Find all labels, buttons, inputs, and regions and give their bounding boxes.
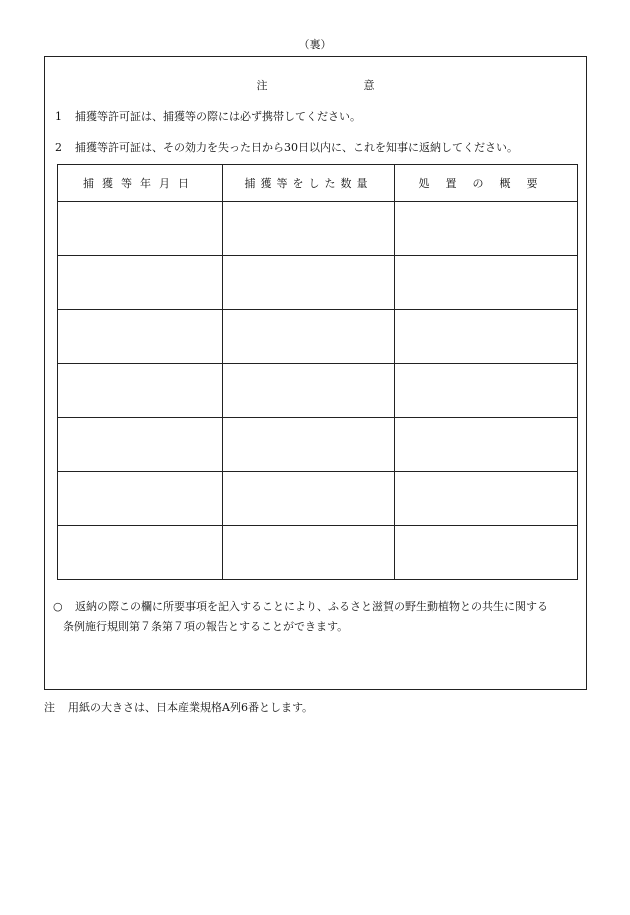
note-text: 用紙の大きさは、日本産業規格A列6番とします。 — [68, 701, 314, 714]
cell-capture-date[interactable] — [58, 364, 223, 418]
cell-capture-date[interactable] — [58, 418, 223, 472]
notice-heading-left: 注 — [256, 79, 268, 92]
circle-mark: ○ — [53, 600, 63, 613]
table-row — [58, 310, 578, 364]
table-row — [58, 418, 578, 472]
cell-capture-quantity[interactable] — [223, 418, 395, 472]
return-remark — [53, 597, 581, 637]
form-frame — [44, 56, 587, 690]
table-row — [58, 202, 578, 256]
cell-capture-quantity[interactable] — [223, 526, 395, 580]
table-row — [58, 364, 578, 418]
cell-disposal-summary[interactable] — [395, 472, 578, 526]
cell-capture-quantity[interactable] — [223, 202, 395, 256]
cell-disposal-summary[interactable] — [395, 310, 578, 364]
cell-disposal-summary[interactable] — [395, 364, 578, 418]
cell-capture-quantity[interactable] — [223, 310, 395, 364]
paper-size-note — [44, 699, 313, 715]
cell-capture-date[interactable] — [58, 256, 223, 310]
cell-capture-quantity[interactable] — [223, 364, 395, 418]
cell-capture-date[interactable] — [58, 202, 223, 256]
header-disposal-summary: 処置の概要 — [395, 165, 578, 202]
cell-capture-date[interactable] — [58, 472, 223, 526]
cell-disposal-summary[interactable] — [395, 526, 578, 580]
cell-disposal-summary[interactable] — [395, 202, 578, 256]
table-row — [58, 526, 578, 580]
remark-line-1: 返納の際この欄に所要事項を記入することにより、ふるさと滋賀の野生動植物との共生に関する — [75, 600, 548, 613]
notice-heading — [45, 77, 586, 93]
notice-item-2 — [55, 139, 575, 155]
notice-item-number: 2 — [55, 141, 62, 154]
notice-item-number: 1 — [55, 110, 62, 123]
notice-heading-right: 意 — [363, 79, 375, 92]
notice-item-text: 捕獲等許可証は、捕獲等の際には必ず携帯してください。 — [75, 110, 361, 123]
note-mark: 注 — [44, 701, 55, 714]
notice-item-1 — [55, 108, 575, 124]
table-row — [58, 256, 578, 310]
cell-disposal-summary[interactable] — [395, 256, 578, 310]
page-side-label: （裏） — [298, 38, 332, 51]
table-row — [58, 472, 578, 526]
capture-record-table — [57, 164, 578, 580]
cell-capture-quantity[interactable] — [223, 256, 395, 310]
table-header-row — [58, 165, 578, 202]
header-capture-quantity: 捕獲等をした数量 — [223, 165, 395, 202]
cell-disposal-summary[interactable] — [395, 418, 578, 472]
cell-capture-quantity[interactable] — [223, 472, 395, 526]
header-capture-date: 捕獲等年月日 — [58, 165, 223, 202]
cell-capture-date[interactable] — [58, 310, 223, 364]
cell-capture-date[interactable] — [58, 526, 223, 580]
notice-item-text: 捕獲等許可証は、その効力を失った日から30日以内に、これを知事に返納してください。 — [75, 141, 518, 154]
remark-line-2: 条例施行規則第７条第７項の報告とすることができます。 — [63, 620, 349, 633]
